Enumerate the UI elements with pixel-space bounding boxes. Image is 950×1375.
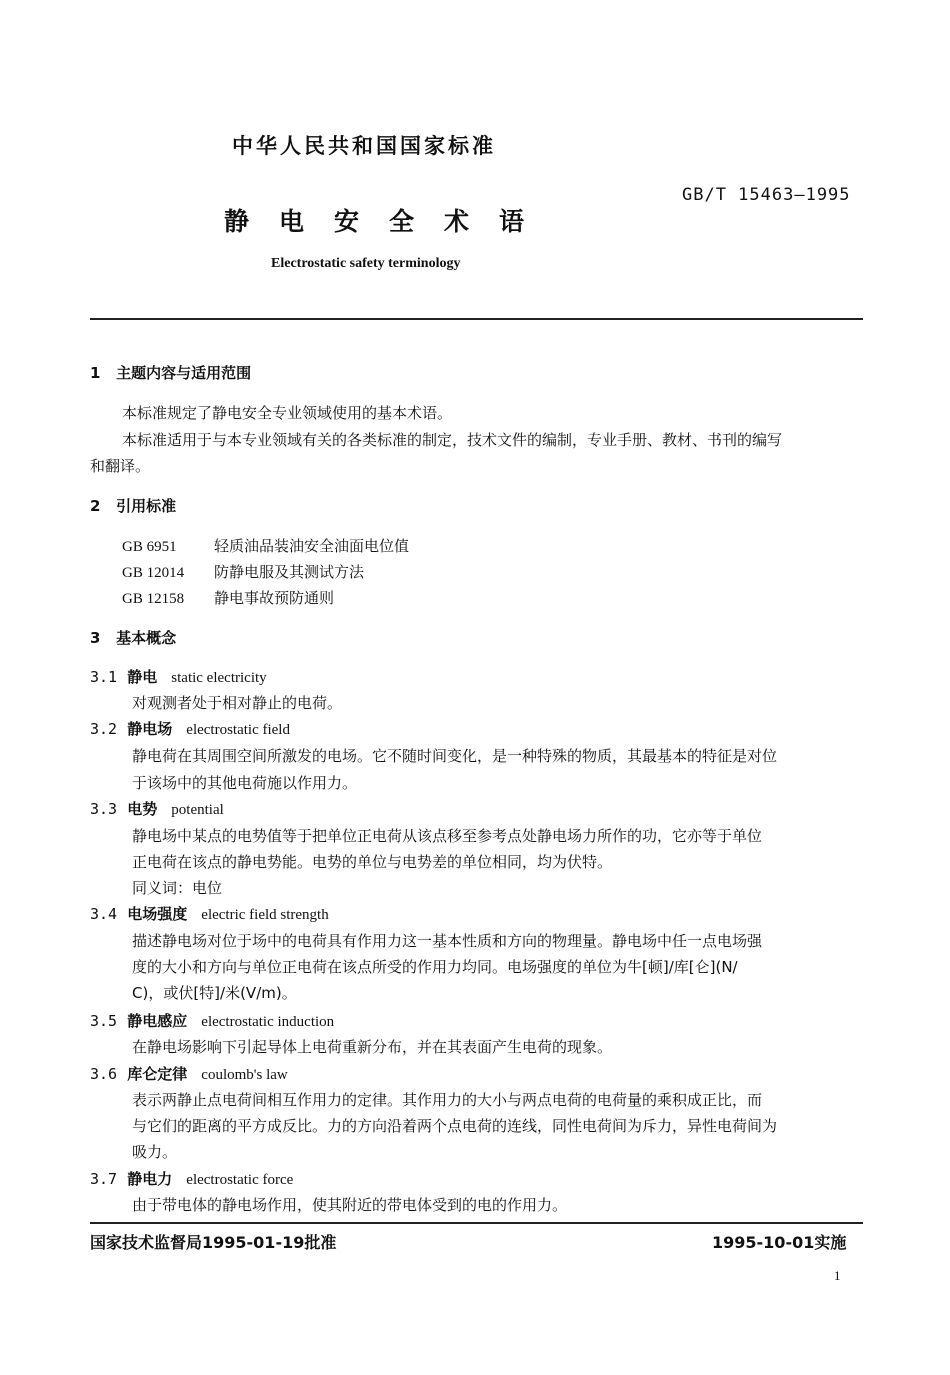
term-english: static electricity xyxy=(171,670,267,686)
term-english: potential xyxy=(171,802,224,818)
term-synonym: 同义词：电位 xyxy=(132,879,223,897)
section-1-heading xyxy=(90,362,251,383)
term-definition: 由于带电体的静电场作用，使其附近的带电体受到的电的作用力。 xyxy=(132,1196,568,1214)
term-chinese: 电势 xyxy=(127,800,158,818)
term-chinese: 电场强度 xyxy=(127,905,188,923)
term-number: 3.4 xyxy=(90,905,118,923)
term-definition: 吸力。 xyxy=(132,1143,178,1161)
term-chinese: 库仑定律 xyxy=(127,1065,188,1083)
term-number: 3.5 xyxy=(90,1012,118,1030)
term-definition: 于该场中的其他电荷施以作用力。 xyxy=(132,774,358,792)
section-title: 引用标准 xyxy=(116,497,177,515)
term-definition: 正电荷在该点的静电势能。电势的单位与电势差的单位相同，均为伏特。 xyxy=(132,853,613,871)
section-number: 1 xyxy=(90,364,101,382)
term-english: coulomb's law xyxy=(201,1067,288,1083)
term-heading xyxy=(90,1168,293,1189)
term-number: 3.3 xyxy=(90,800,118,818)
term-english: electrostatic force xyxy=(186,1172,294,1188)
term-definition: 在静电场影响下引起导体上电荷重新分布，并在其表面产生电荷的现象。 xyxy=(132,1038,613,1056)
paragraph-continuation: 和翻译。 xyxy=(90,457,151,475)
section-title: 基本概念 xyxy=(116,629,177,647)
section-number: 2 xyxy=(90,497,101,515)
term-definition: C)，或伏[特]/米(V/m)。 xyxy=(132,984,297,1002)
reference-name: 轻质油品装油安全油面电位值 xyxy=(214,537,410,555)
term-definition: 描述静电场对位于场中的电荷具有作用力这一基本性质和方向的物理量。静电场中任一点电场强 xyxy=(132,932,763,950)
reference-code: GB 12158 xyxy=(122,591,185,607)
section-number: 3 xyxy=(90,629,101,647)
reference-item xyxy=(122,561,364,582)
term-number: 3.2 xyxy=(90,720,118,738)
term-definition: 度的大小和方向与单位正电荷在该点所受的作用力均同。电场强度的单位为牛[顿]/库[仑](N/ xyxy=(132,958,738,976)
reference-name: 静电事故预防通则 xyxy=(214,589,335,607)
paragraph: 本标准规定了静电安全专业领域使用的基本术语。 xyxy=(122,404,453,422)
term-number: 3.7 xyxy=(90,1170,118,1188)
term-heading xyxy=(90,1063,288,1084)
paragraph: 本标准适用于与本专业领域有关的各类标准的制定，技术文件的编制，专业手册、教材、书刊的编写 xyxy=(122,431,783,449)
term-definition: 表示两静止点电荷间相互作用力的定律。其作用力的大小与两点电荷的电荷量的乘积成正比，而 xyxy=(132,1091,763,1109)
standard-number: GB/T 15463—1995 xyxy=(682,185,851,205)
effective-date: 1995-10-01实施 xyxy=(712,1233,847,1252)
term-heading xyxy=(90,1010,334,1031)
term-heading xyxy=(90,718,290,739)
document-title: 静电安全术语 xyxy=(224,207,555,236)
term-english: electric field strength xyxy=(201,907,329,923)
term-number: 3.6 xyxy=(90,1065,118,1083)
footer-divider xyxy=(90,1222,863,1224)
org-title: 中华人民共和国国家标准 xyxy=(232,134,496,158)
term-definition: 静电场中某点的电势值等于把单位正电荷从该点移至参考点处静电场力所作的功，它亦等于单位 xyxy=(132,827,763,845)
term-heading xyxy=(90,666,267,687)
page-number: 1 xyxy=(834,1268,841,1283)
reference-item xyxy=(122,587,334,608)
term-heading xyxy=(90,798,224,819)
approval-date: 国家技术监督局1995-01-19批准 xyxy=(90,1233,337,1252)
section-2-heading xyxy=(90,495,176,516)
header-divider xyxy=(90,318,863,320)
term-chinese: 静电力 xyxy=(127,1170,173,1188)
reference-name: 防静电服及其测试方法 xyxy=(214,563,365,581)
term-chinese: 静电 xyxy=(127,668,158,686)
term-english: electrostatic induction xyxy=(201,1014,335,1030)
term-chinese: 静电场 xyxy=(127,720,173,738)
term-heading xyxy=(90,903,329,924)
reference-item xyxy=(122,535,409,556)
reference-code: GB 6951 xyxy=(122,539,177,555)
document-subtitle: Electrostatic safety terminology xyxy=(271,256,461,271)
term-definition: 与它们的距离的平方成反比。力的方向沿着两个点电荷的连线，同性电荷间为斥力，异性电荷间为 xyxy=(132,1117,778,1135)
term-definition: 静电荷在其周围空间所激发的电场。它不随时间变化，是一种特殊的物质，其最基本的特征是对位 xyxy=(132,747,778,765)
section-3-heading xyxy=(90,627,176,648)
section-title: 主题内容与适用范围 xyxy=(116,364,252,382)
term-number: 3.1 xyxy=(90,668,118,686)
term-chinese: 静电感应 xyxy=(127,1012,188,1030)
reference-code: GB 12014 xyxy=(122,565,185,581)
term-english: electrostatic field xyxy=(186,722,290,738)
term-definition: 对观测者处于相对静止的电荷。 xyxy=(132,694,343,712)
